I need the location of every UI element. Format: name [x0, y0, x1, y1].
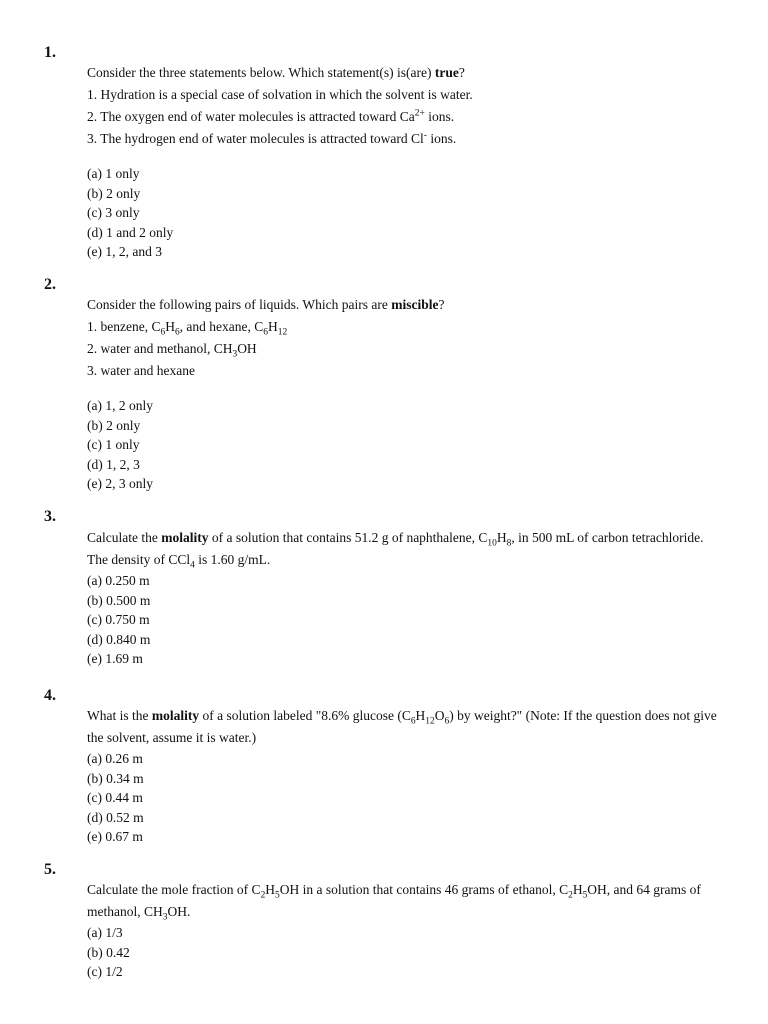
- question-3-option-d: (d) 0.840 m: [87, 631, 151, 647]
- question-1: [87, 62, 727, 262]
- question-2-statement-3: 3. water and hexane: [87, 363, 195, 378]
- question-2-option-b: (b) 2 only: [87, 417, 141, 433]
- question-2-statement-2: 2. water and methanol, $CH_3OH$: [87, 341, 257, 360]
- question-2-option-d: (d) 1, 2, 3: [87, 456, 140, 472]
- question-4-option-b: (b) 0.34 m: [87, 770, 144, 786]
- question-4-option-e: (e) 0.67 m: [87, 829, 143, 844]
- question-3: [87, 527, 727, 669]
- question-4-option-d: (d) 0.52 m: [87, 809, 144, 825]
- question-3-stem: Calculate the molality of a solution that contains 51.2 g of naphthalene, $C_{10}H_8$, in 500 mL of carbon tetrachloride. The density of CCl$_4$ is 1.60 g/mL.: [87, 530, 704, 571]
- question-1-option-e: (e) 1, 2, and 3: [87, 244, 162, 259]
- question-1-statement-3: 3. The hydrogen end of water molecules is attracted toward Cl- ions.: [87, 130, 457, 146]
- question-4-option-c: (c) 0.44 m: [87, 790, 143, 805]
- question-5-option-b: (b) 0.42: [87, 944, 130, 960]
- question-1-stem: Consider the three statements below. Which statement(s) is(are) true?: [87, 65, 465, 80]
- question-2-number: 2.: [44, 276, 56, 293]
- question-3-option-c: (c) 0.750 m: [87, 612, 150, 627]
- question-1-option-c: (c) 3 only: [87, 205, 140, 220]
- question-2-option-c: (c) 1 only: [87, 437, 140, 452]
- question-4: [87, 705, 727, 847]
- question-2: [87, 294, 727, 494]
- question-5-option-a: (a) 1/3: [87, 925, 123, 940]
- question-1-option-d: (d) 1 and 2 only: [87, 224, 174, 240]
- question-1-option-a: (a) 1 only: [87, 166, 140, 181]
- question-3-number: 3.: [44, 508, 56, 525]
- question-3-option-b: (b) 0.500 m: [87, 592, 151, 608]
- question-3-option-e: (e) 1.69 m: [87, 651, 143, 666]
- question-4-number: 4.: [44, 687, 56, 704]
- question-5-stem: Calculate the mole fraction of $C_2H_5OH$ in a solution that contains 46 grams of ethanol, $C_2H_5OH$, and 64 grams of methanol, $CH_3OH$.: [87, 882, 701, 923]
- question-2-option-a: (a) 1, 2 only: [87, 398, 153, 413]
- question-4-option-a: (a) 0.26 m: [87, 751, 143, 766]
- question-2-statement-1: 1. benzene, $C_6H_6$, and hexane, $C_6H_{12}$: [87, 319, 288, 338]
- question-1-statement-1: 1. Hydration is a special case of solvation in which the solvent is water.: [87, 87, 473, 102]
- question-1-statement-2: 2. The oxygen end of water molecules is attracted toward $Ca^{2+}$ ions.: [87, 108, 455, 124]
- question-4-stem: What is the molality of a solution labeled "8.6% glucose $(C_6H_{12}O_6)$ by weight?" (Note: If the question does not give the solvent, assume it is water.): [87, 708, 717, 745]
- question-1-number: 1.: [44, 44, 56, 61]
- question-2-stem: Consider the following pairs of liquids. Which pairs are miscible?: [87, 297, 445, 312]
- question-3-option-a: (a) 0.250 m: [87, 573, 150, 588]
- question-5: [87, 879, 727, 982]
- question-1-option-b: (b) 2 only: [87, 185, 141, 201]
- question-5-option-c: (c) 1/2: [87, 964, 123, 979]
- question-2-option-e: (e) 2, 3 only: [87, 476, 153, 491]
- question-5-number: 5.: [44, 861, 56, 878]
